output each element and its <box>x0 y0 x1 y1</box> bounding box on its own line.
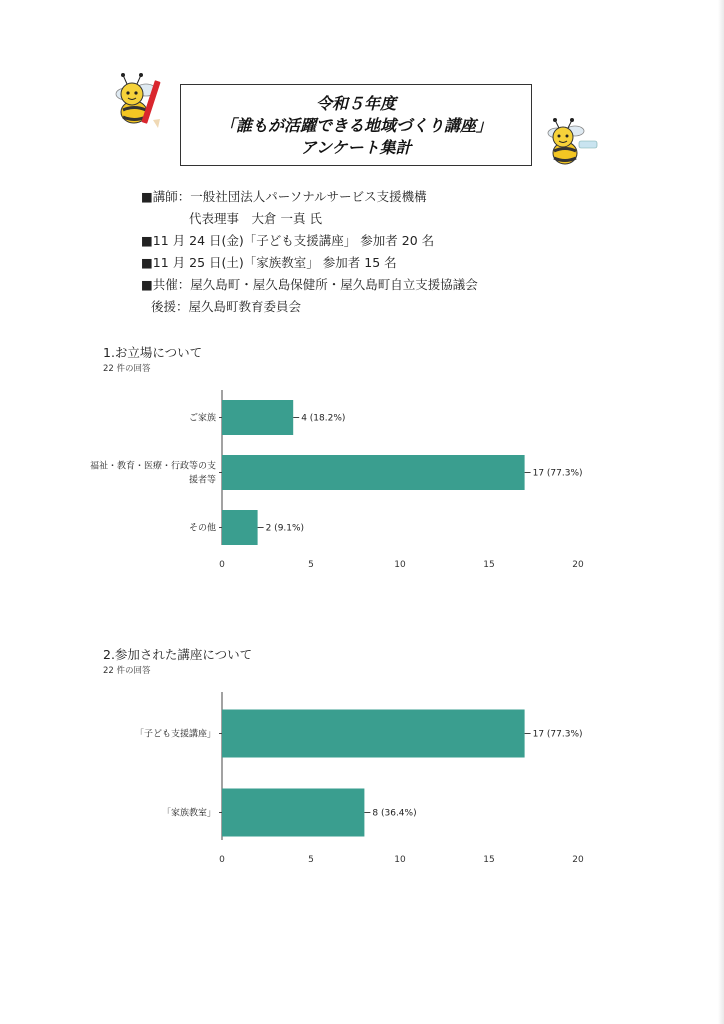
session-2: ■11 月 25 日(土)「家族教室」 参加者 15 名 <box>141 255 397 270</box>
data-label: 8 (36.4%) <box>372 808 417 819</box>
title-line-course: 「誰もが活躍できる地域づくり講座」 <box>219 116 492 135</box>
x-tick-label: 20 <box>572 560 584 570</box>
scan-edge <box>718 0 724 1024</box>
chart2-bar-chart <box>0 690 724 870</box>
lecturer-org: ■講師：一般社団法人パーソナルサービス支援機構 <box>141 189 427 204</box>
x-tick-label: 5 <box>308 560 314 570</box>
x-tick-label: 10 <box>394 855 406 865</box>
data-label: 17 (77.3%) <box>532 729 583 740</box>
bar <box>222 710 525 758</box>
category-label: 援者等 <box>188 475 216 486</box>
x-tick-label: 10 <box>394 560 406 570</box>
chart2-subtitle: 22 件の回答 <box>103 666 151 676</box>
data-label: 4 (18.2%) <box>301 413 346 424</box>
chart2-title: 2.参加された講座について <box>103 647 253 662</box>
x-tick-label: 20 <box>572 855 584 865</box>
bar <box>222 510 258 545</box>
category-label: 「家族教室」 <box>161 808 216 819</box>
cohost: ■共催：屋久島町・屋久島保健所・屋久島町自立支援協議会 <box>141 277 478 292</box>
title-line-year: 令和５年度 <box>315 94 396 113</box>
chart1-subtitle: 22 件の回答 <box>103 364 151 374</box>
bar <box>222 789 364 837</box>
x-tick-label: 0 <box>219 855 225 865</box>
chart1-bar-chart <box>0 385 724 580</box>
category-label: 福祉・教育・医療・行政等の支 <box>89 461 216 472</box>
data-label: 2 (9.1%) <box>265 523 305 534</box>
bee-mascot-icon <box>541 117 601 171</box>
category-label: 「子ども支援講座」 <box>134 729 216 740</box>
bar <box>222 455 525 490</box>
title-line-survey: アンケート集計 <box>300 138 412 157</box>
category-label: ご家族 <box>188 413 216 424</box>
x-tick-label: 0 <box>219 560 225 570</box>
title-box <box>180 84 532 166</box>
bar <box>222 400 293 435</box>
event-info <box>141 186 478 318</box>
session-1: ■11 月 24 日(金)「子ども支援講座」 参加者 20 名 <box>141 233 435 248</box>
category-label: その他 <box>188 523 216 534</box>
chart1-title: 1.お立場について <box>103 345 203 360</box>
lecturer-name: 代表理事 大倉 一真 氏 <box>189 211 322 226</box>
support: 後援：屋久島町教育委員会 <box>151 299 302 314</box>
x-tick-label: 5 <box>308 855 314 865</box>
bee-mascot-icon <box>108 70 170 132</box>
data-label: 17 (77.3%) <box>532 468 583 479</box>
x-tick-label: 15 <box>483 855 495 865</box>
x-tick-label: 15 <box>483 560 495 570</box>
